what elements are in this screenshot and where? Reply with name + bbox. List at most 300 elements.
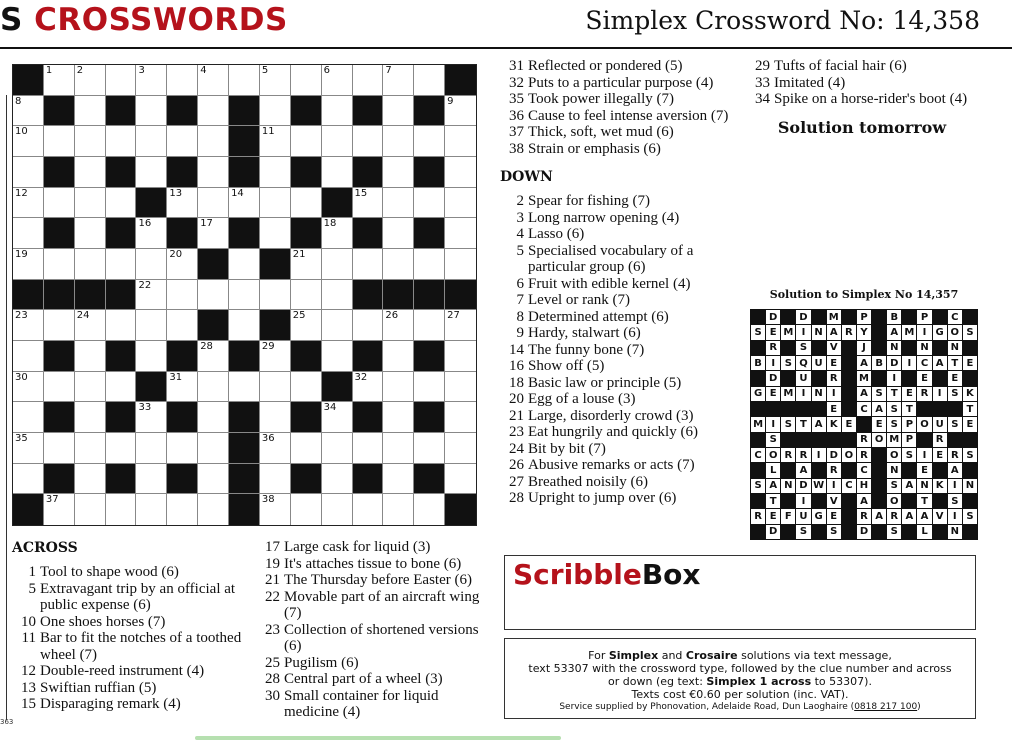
grid-cell[interactable]	[291, 188, 322, 219]
grid-cell[interactable]	[445, 157, 476, 188]
grid-cell[interactable]	[445, 96, 476, 127]
grid-cell[interactable]	[383, 249, 414, 280]
clue	[12, 630, 247, 663]
solution-letter: J	[857, 341, 871, 355]
clue-number: 24	[76, 310, 90, 322]
grid-cell[interactable]	[13, 218, 44, 249]
solution-letter: M	[781, 387, 795, 401]
grid-cell[interactable]	[383, 218, 414, 249]
grid-cell[interactable]	[44, 372, 75, 403]
solution-letter: R	[948, 448, 962, 462]
solution-letter: D	[796, 479, 810, 493]
clue-text: Lasso (6)	[528, 226, 585, 242]
black-square	[229, 218, 260, 249]
grid-cell[interactable]	[353, 310, 384, 341]
solution-black-square	[781, 402, 795, 416]
solution-letter: K	[827, 417, 841, 431]
solution-black-square	[781, 463, 795, 477]
grid-cell[interactable]	[322, 65, 353, 96]
grid-cell[interactable]	[136, 341, 167, 372]
grid-cell[interactable]	[414, 126, 445, 157]
grid-cell[interactable]	[260, 188, 291, 219]
grid-cell[interactable]	[414, 249, 445, 280]
solution-letter: U	[796, 371, 810, 385]
grid-cell[interactable]	[353, 494, 384, 525]
grid-cell[interactable]	[383, 402, 414, 433]
grid-cell[interactable]	[445, 464, 476, 495]
clue-num: 23	[509, 424, 524, 440]
solution-letter: E	[766, 509, 780, 523]
grid-cell[interactable]	[106, 372, 137, 403]
grid-cell[interactable]	[13, 96, 44, 127]
grid-cell[interactable]	[44, 310, 75, 341]
grid-cell[interactable]	[260, 494, 291, 525]
grid-cell[interactable]	[198, 341, 229, 372]
grid-cell[interactable]	[198, 126, 229, 157]
solution-letter: I	[948, 479, 962, 493]
grid-cell[interactable]	[383, 310, 414, 341]
clue-text: Eat hungrily and quickly (6)	[528, 424, 698, 440]
grid-cell[interactable]	[167, 310, 198, 341]
solution-black-square	[917, 402, 931, 416]
grid-cell[interactable]	[291, 126, 322, 157]
grid-cell[interactable]	[322, 310, 353, 341]
grid-cell[interactable]	[198, 464, 229, 495]
grid-cell[interactable]	[260, 372, 291, 403]
solution-letter: G	[812, 509, 826, 523]
grid-cell[interactable]	[136, 280, 167, 311]
solution-letter: O	[948, 325, 962, 339]
grid-cell[interactable]	[198, 96, 229, 127]
grid-cell[interactable]	[322, 494, 353, 525]
clue-num: 34	[755, 91, 770, 107]
grid-cell[interactable]	[167, 372, 198, 403]
previous-solution-title: Solution to Simplex No 14,357	[769, 288, 959, 301]
grid-cell[interactable]	[291, 280, 322, 311]
grid-cell[interactable]	[414, 433, 445, 464]
solution-letter: S	[948, 417, 962, 431]
grid-cell[interactable]	[353, 372, 384, 403]
grid-cell[interactable]	[291, 65, 322, 96]
grid-cell[interactable]	[260, 65, 291, 96]
grid-cell[interactable]	[136, 96, 167, 127]
clue-text: Bit by bit (7)	[528, 440, 606, 457]
clue-number: 23	[15, 310, 28, 322]
grid-cell[interactable]	[75, 494, 106, 525]
grid-cell[interactable]	[383, 372, 414, 403]
black-square	[167, 96, 198, 127]
down-clue-list-b	[746, 58, 978, 108]
clue	[500, 375, 740, 392]
solution-black-square	[842, 356, 856, 370]
grid-cell[interactable]	[13, 433, 44, 464]
grid-cell[interactable]	[75, 157, 106, 188]
solution-tomorrow: Solution tomorrow	[777, 117, 947, 137]
solution-black-square	[902, 525, 916, 539]
grid-cell[interactable]	[136, 157, 167, 188]
solution-letter: V	[827, 494, 841, 508]
solution-letter: A	[857, 387, 871, 401]
solution-letter: S	[827, 525, 841, 539]
clue-num: 6	[516, 275, 524, 292]
clue-number: 3	[138, 65, 145, 76]
grid-cell[interactable]	[198, 218, 229, 249]
solution-letter: R	[827, 463, 841, 477]
solution-black-square	[827, 433, 841, 447]
grid-cell[interactable]	[322, 96, 353, 127]
grid-cell[interactable]	[106, 249, 137, 280]
clue-number: 9	[447, 95, 454, 107]
grid-cell[interactable]	[198, 372, 229, 403]
solution-letter: G	[751, 387, 765, 401]
grid-cell[interactable]	[167, 188, 198, 219]
clue-num: 5	[28, 580, 36, 597]
solution-black-square	[842, 525, 856, 539]
grid-cell[interactable]	[322, 249, 353, 280]
grid-cell[interactable]	[106, 188, 137, 219]
clue-num: 3	[516, 209, 524, 226]
grid-cell[interactable]	[229, 372, 260, 403]
clue-text: Extravagant trip by an official at public expense (6)	[40, 580, 236, 613]
grid-cell[interactable]	[198, 494, 229, 525]
grid-cell[interactable]	[260, 341, 291, 372]
black-square	[167, 464, 198, 495]
grid-cell[interactable]	[13, 310, 44, 341]
solution-letter: A	[857, 494, 871, 508]
grid-cell[interactable]	[198, 157, 229, 188]
grid-cell[interactable]	[75, 310, 106, 341]
grid-cell[interactable]	[291, 494, 322, 525]
black-square	[414, 157, 445, 188]
grid-cell[interactable]	[229, 249, 260, 280]
grid-cell[interactable]	[445, 402, 476, 433]
grid-cell[interactable]	[353, 188, 384, 219]
grid-cell[interactable]	[136, 218, 167, 249]
grid-cell[interactable]	[291, 310, 322, 341]
solution-letter: O	[917, 417, 931, 431]
grid-cell[interactable]	[445, 310, 476, 341]
section-title	[0, 2, 288, 38]
clue-text: Large, disorderly crowd (3)	[528, 407, 694, 424]
grid-cell[interactable]	[414, 310, 445, 341]
grid-cell[interactable]	[445, 249, 476, 280]
grid-cell[interactable]	[383, 188, 414, 219]
info-text: Service supplied by Phonovation, Adelaide Road, Dun Laoghaire (	[559, 702, 855, 712]
solution-letter: T	[796, 417, 810, 431]
grid-cell[interactable]	[291, 433, 322, 464]
solution-letter: I	[796, 325, 810, 339]
grid-cell[interactable]	[198, 280, 229, 311]
solution-letter: S	[751, 479, 765, 493]
clue-number: 10	[15, 126, 28, 138]
grid-cell[interactable]	[322, 126, 353, 157]
grid-cell[interactable]	[260, 464, 291, 495]
clue-number: 27	[447, 310, 460, 322]
solution-black-square	[812, 433, 826, 447]
clue-number: 31	[169, 371, 183, 383]
clue-num: 8	[516, 308, 524, 325]
grid-cell[interactable]	[383, 433, 414, 464]
black-square	[291, 464, 322, 495]
solution-black-square	[842, 509, 856, 523]
solution-letter: I	[827, 479, 841, 493]
grid-cell[interactable]	[445, 372, 476, 403]
grid-cell[interactable]	[414, 372, 445, 403]
clue-number: 1	[45, 65, 53, 76]
solution-black-square	[902, 371, 916, 385]
solution-letter: R	[857, 448, 871, 462]
grid-cell[interactable]	[136, 249, 167, 280]
grid-cell[interactable]	[260, 126, 291, 157]
grid-cell[interactable]	[260, 96, 291, 127]
clue	[500, 243, 740, 276]
black-square	[353, 464, 384, 495]
grid-cell[interactable]	[13, 402, 44, 433]
grid-cell[interactable]	[322, 218, 353, 249]
clue-number: 15	[354, 187, 368, 199]
solution-letter: S	[902, 448, 916, 462]
solution-letter: C	[751, 448, 765, 462]
clue-num: 30	[265, 687, 280, 704]
black-square	[229, 341, 260, 372]
grid-cell[interactable]	[106, 310, 137, 341]
solution-letter: N	[963, 479, 977, 493]
grid-cell[interactable]	[167, 433, 198, 464]
info-text: and	[658, 649, 686, 662]
black-square	[13, 494, 44, 525]
grid-cell[interactable]	[229, 188, 260, 219]
grid-cell[interactable]	[75, 464, 106, 495]
solution-letter: B	[887, 310, 901, 324]
solution-letter: E	[948, 371, 962, 385]
solution-letter: R	[766, 341, 780, 355]
section-prefix: S	[0, 2, 23, 38]
grid-cell[interactable]	[136, 402, 167, 433]
scribblebox[interactable]	[504, 555, 976, 630]
across-heading: ACROSS	[12, 540, 78, 556]
clue-num: 37	[509, 124, 524, 140]
solution-letter: A	[902, 479, 916, 493]
clue-text: Egg of a louse (3)	[528, 391, 636, 407]
grid-cell[interactable]	[322, 402, 353, 433]
grid-cell[interactable]	[13, 157, 44, 188]
clue-num: 25	[265, 654, 280, 671]
grid-cell[interactable]	[75, 402, 106, 433]
grid-cell[interactable]	[353, 65, 384, 96]
grid-cell[interactable]	[198, 188, 229, 219]
grid-cell[interactable]	[106, 65, 137, 96]
scribblebox-logo-part1: Scribble	[513, 558, 642, 591]
clue-number: 34	[323, 402, 337, 414]
grid-cell[interactable]	[75, 218, 106, 249]
grid-cell[interactable]	[229, 310, 260, 341]
grid-cell[interactable]	[260, 402, 291, 433]
grid-cell[interactable]	[383, 96, 414, 127]
black-square	[322, 188, 353, 219]
grid-cell[interactable]	[167, 494, 198, 525]
grid-cell[interactable]	[136, 65, 167, 96]
clue-num: 33	[755, 74, 770, 91]
solution-letter: Q	[796, 356, 810, 370]
clue	[500, 210, 740, 227]
grid-cell[interactable]	[136, 310, 167, 341]
grid-cell[interactable]	[75, 433, 106, 464]
black-square	[106, 280, 137, 311]
clue-text: Show off (5)	[528, 358, 605, 374]
grid-cell[interactable]	[383, 494, 414, 525]
solution-letter: D	[857, 525, 871, 539]
solution-letter: S	[887, 525, 901, 539]
clue-number: 25	[292, 310, 306, 322]
grid-cell[interactable]	[383, 157, 414, 188]
grid-cell[interactable]	[260, 218, 291, 249]
solution-black-square	[842, 463, 856, 477]
solution-black-square	[933, 402, 947, 416]
grid-cell[interactable]	[75, 96, 106, 127]
grid-cell[interactable]	[167, 249, 198, 280]
grid-cell[interactable]	[322, 433, 353, 464]
header-rule	[0, 47, 1012, 49]
grid-cell[interactable]	[414, 188, 445, 219]
grid-cell[interactable]	[291, 372, 322, 403]
grid-cell[interactable]	[445, 126, 476, 157]
solution-black-square	[872, 371, 886, 385]
grid-cell[interactable]	[106, 433, 137, 464]
across-column-1	[12, 540, 247, 713]
grid-cell[interactable]	[383, 464, 414, 495]
clue	[746, 91, 978, 108]
solution-letter: R	[827, 371, 841, 385]
grid-cell[interactable]	[44, 494, 75, 525]
grid-cell[interactable]	[167, 126, 198, 157]
grid-cell[interactable]	[136, 126, 167, 157]
grid-cell[interactable]	[291, 249, 322, 280]
grid-cell[interactable]	[106, 494, 137, 525]
grid-cell[interactable]	[106, 126, 137, 157]
solution-black-square	[751, 310, 765, 324]
grid-cell[interactable]	[445, 188, 476, 219]
clue	[500, 309, 740, 326]
solution-letter: R	[796, 448, 810, 462]
grid-cell[interactable]	[44, 65, 75, 96]
grid-cell[interactable]	[322, 341, 353, 372]
grid-cell[interactable]	[383, 126, 414, 157]
solution-letter: D	[827, 448, 841, 462]
grid-cell[interactable]	[136, 433, 167, 464]
grid-cell[interactable]	[383, 341, 414, 372]
grid-cell[interactable]	[44, 433, 75, 464]
grid-cell[interactable]	[260, 280, 291, 311]
grid-cell[interactable]	[44, 126, 75, 157]
clue-text: Large cask for liquid (3)	[284, 539, 431, 555]
grid-cell[interactable]	[229, 65, 260, 96]
clue-num: 17	[265, 539, 280, 555]
grid-cell[interactable]	[13, 372, 44, 403]
clue-num: 28	[509, 490, 524, 506]
grid-cell[interactable]	[198, 433, 229, 464]
clue-text: One shoes horses (7)	[40, 613, 166, 630]
grid-cell[interactable]	[260, 157, 291, 188]
grid-cell[interactable]	[75, 372, 106, 403]
info-text: to 53307).	[811, 675, 872, 688]
grid-cell[interactable]	[445, 218, 476, 249]
clue-number: 32	[354, 371, 368, 383]
grid-cell[interactable]	[414, 494, 445, 525]
grid-cell[interactable]	[75, 249, 106, 280]
black-square	[445, 65, 476, 96]
grid-cell[interactable]	[75, 188, 106, 219]
grid-cell[interactable]	[75, 126, 106, 157]
grid-cell[interactable]	[136, 464, 167, 495]
phone-link[interactable]: 0818 217 100	[854, 702, 918, 712]
grid-cell[interactable]	[198, 65, 229, 96]
clue-text: Swiftian ruffian (5)	[40, 679, 157, 696]
grid-cell[interactable]	[322, 157, 353, 188]
clue-text: Hardy, stalwart (6)	[528, 325, 641, 341]
solution-black-square	[872, 448, 886, 462]
grid-cell[interactable]	[414, 65, 445, 96]
grid-cell[interactable]	[13, 188, 44, 219]
grid-cell[interactable]	[229, 280, 260, 311]
black-square	[445, 494, 476, 525]
crossword-grid[interactable]	[12, 64, 477, 526]
grid-cell[interactable]	[322, 280, 353, 311]
grid-cell[interactable]	[198, 402, 229, 433]
solution-black-square	[917, 433, 931, 447]
grid-cell[interactable]	[353, 433, 384, 464]
grid-cell[interactable]	[445, 433, 476, 464]
clue-text: The funny bone (7)	[528, 341, 645, 358]
grid-cell[interactable]	[353, 126, 384, 157]
solution-letter: A	[857, 356, 871, 370]
grid-cell[interactable]	[75, 341, 106, 372]
solution-letter: S	[963, 325, 977, 339]
grid-cell[interactable]	[383, 65, 414, 96]
solution-letter: E	[902, 387, 916, 401]
clue-text: Small container for liquid medicine (4)	[284, 687, 439, 720]
clue-num: 19	[265, 555, 280, 572]
grid-cell[interactable]	[322, 464, 353, 495]
black-square	[106, 402, 137, 433]
grid-cell[interactable]	[75, 65, 106, 96]
grid-cell[interactable]	[13, 341, 44, 372]
solution-black-square	[766, 402, 780, 416]
solution-black-square	[963, 341, 977, 355]
across-clue-list-c	[500, 58, 740, 157]
clue	[746, 75, 978, 92]
grid-cell[interactable]	[167, 65, 198, 96]
grid-cell[interactable]	[167, 280, 198, 311]
black-square	[167, 218, 198, 249]
grid-cell[interactable]	[445, 341, 476, 372]
grid-cell[interactable]	[13, 249, 44, 280]
grid-cell[interactable]	[13, 464, 44, 495]
solution-letter: E	[827, 402, 841, 416]
clue	[12, 696, 247, 713]
black-square	[167, 157, 198, 188]
solution-letter: R	[781, 448, 795, 462]
grid-cell[interactable]	[353, 249, 384, 280]
grid-cell[interactable]	[44, 249, 75, 280]
solution-black-square	[872, 463, 886, 477]
grid-cell[interactable]	[13, 126, 44, 157]
column-rule	[6, 95, 7, 720]
grid-cell[interactable]	[44, 188, 75, 219]
grid-cell[interactable]	[136, 494, 167, 525]
black-square	[229, 402, 260, 433]
clue-num: 36	[509, 107, 524, 124]
grid-cell[interactable]	[260, 433, 291, 464]
